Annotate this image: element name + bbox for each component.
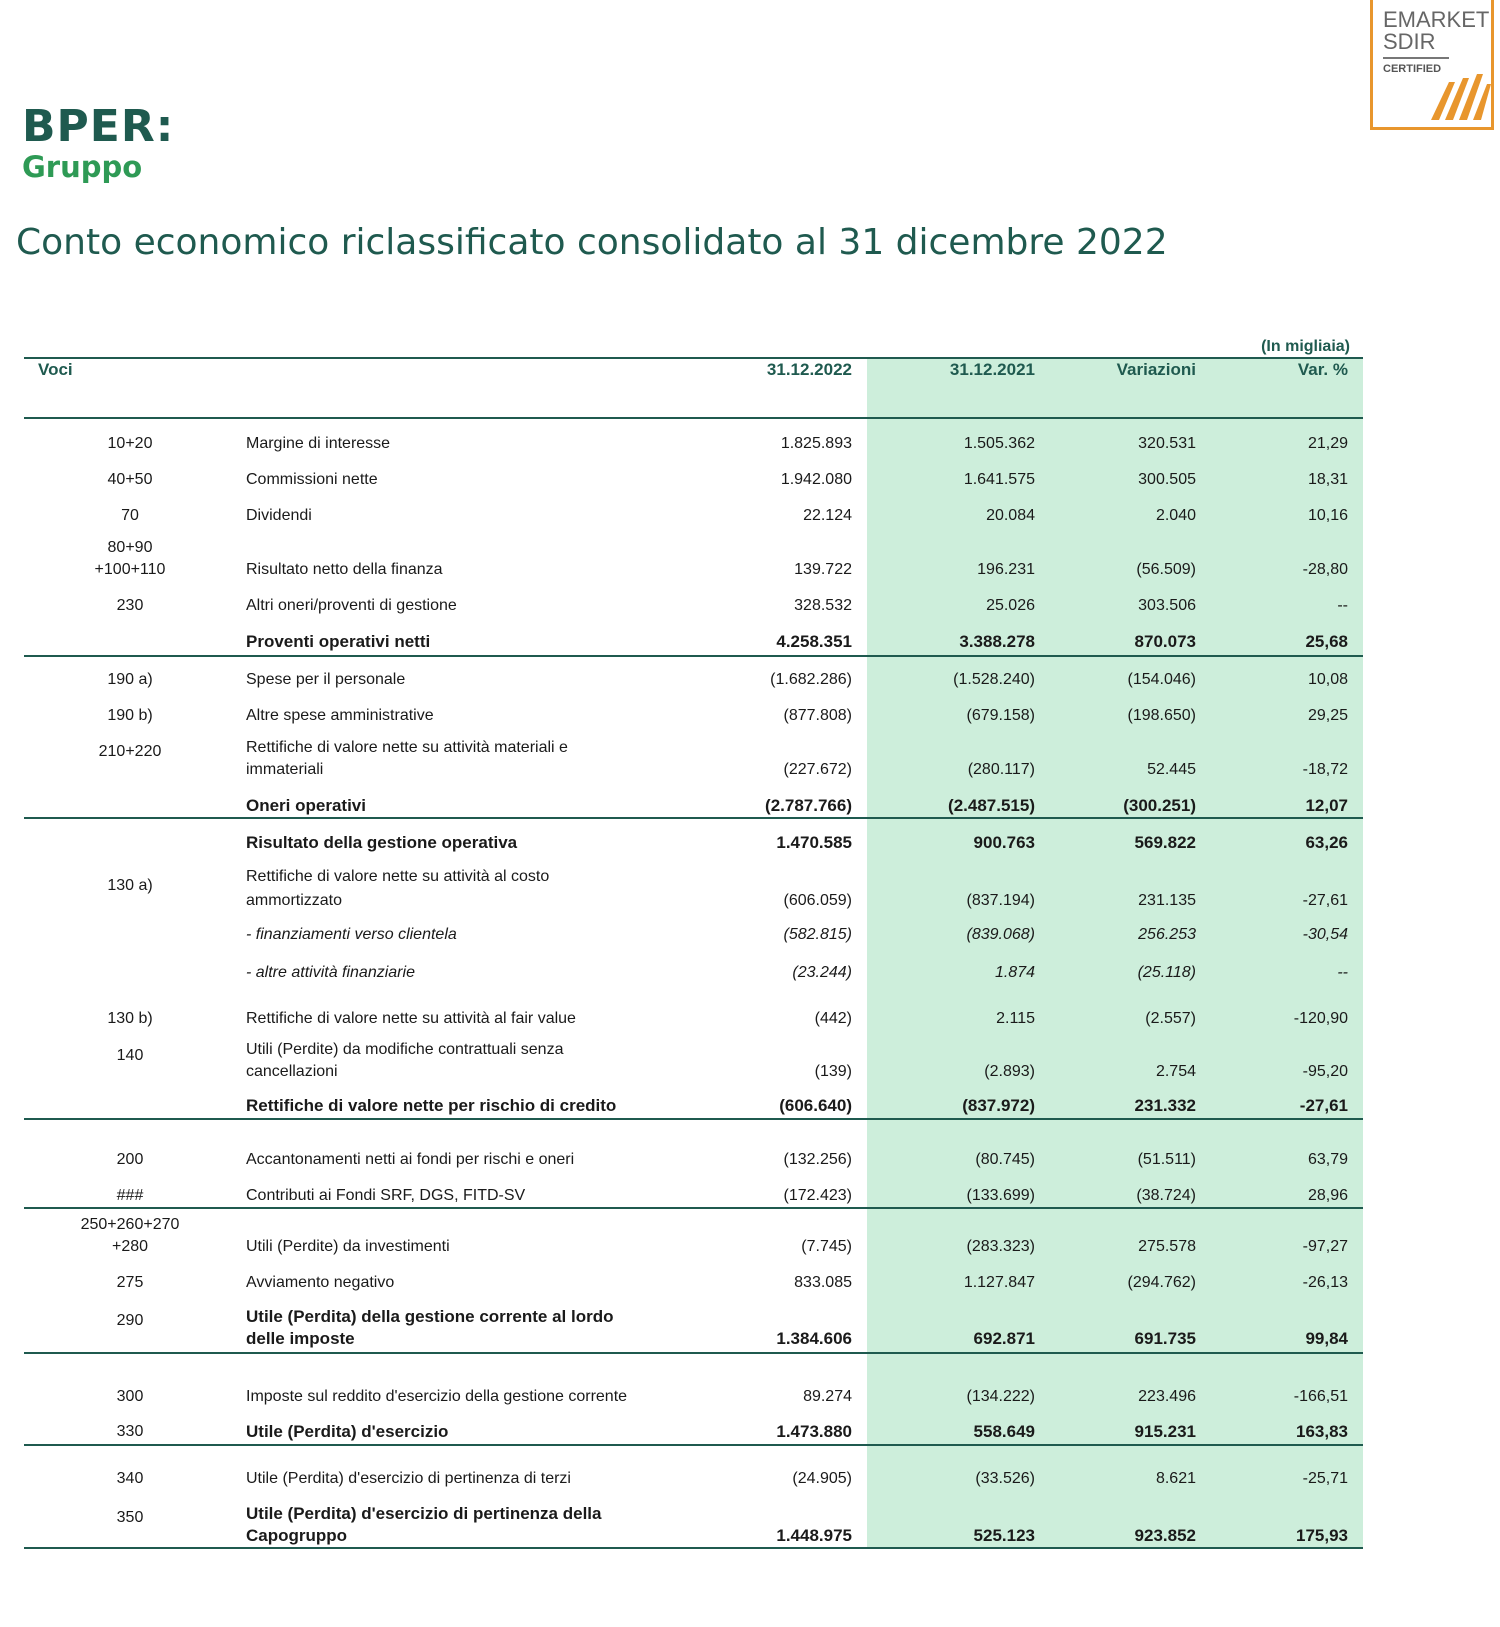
row-value-2022: (227.672) bbox=[783, 761, 852, 778]
row-label: Spese per il personale bbox=[246, 671, 406, 688]
row-value-2022: 22.124 bbox=[803, 507, 852, 524]
row-variation: 569.822 bbox=[1134, 833, 1196, 852]
table-bottom-rule bbox=[24, 1547, 1363, 1549]
row-label: - altre attività finanziarie bbox=[246, 964, 415, 981]
row-code: 130 a) bbox=[107, 877, 153, 894]
row-label: Imposte sul reddito d'esercizio della gestione corrente bbox=[246, 1388, 628, 1405]
row-variation-pct: -- bbox=[1337, 597, 1348, 614]
row-variation-pct: 21,29 bbox=[1307, 435, 1348, 452]
row-variation-pct: -28,80 bbox=[1302, 561, 1348, 578]
section-rule bbox=[24, 817, 1363, 819]
row-value-2022: (7.745) bbox=[801, 1238, 852, 1255]
row-variation-pct: 63,26 bbox=[1305, 833, 1348, 852]
row-value-2022: (606.640) bbox=[779, 1096, 852, 1115]
row-value-2022: (606.059) bbox=[783, 892, 852, 909]
row-value-2022: (442) bbox=[814, 1010, 852, 1027]
section-rule bbox=[24, 1352, 1363, 1354]
row-code: 40+50 bbox=[107, 471, 153, 488]
row-value-2022: (877.808) bbox=[783, 707, 852, 724]
row-label: Risultato netto della finanza bbox=[246, 561, 443, 578]
row-value-2022: 89.274 bbox=[803, 1388, 852, 1405]
row-code: 190 b) bbox=[107, 707, 153, 724]
row-variation-pct: -- bbox=[1337, 964, 1348, 981]
row-label: Rettifiche di valore nette su attività al costo ammortizzato bbox=[246, 868, 550, 909]
row-variation-pct: -120,90 bbox=[1293, 1010, 1348, 1027]
row-value-2021: (837.194) bbox=[966, 892, 1035, 909]
row-value-2021: (134.222) bbox=[966, 1388, 1035, 1405]
row-value-2021: (133.699) bbox=[966, 1187, 1035, 1204]
row-value-2021: (2.893) bbox=[984, 1063, 1035, 1080]
row-variation-pct: -95,20 bbox=[1302, 1063, 1348, 1080]
row-variation: (300.251) bbox=[1123, 796, 1196, 815]
row-value-2021: (280.117) bbox=[967, 761, 1035, 778]
row-code: 230 bbox=[116, 597, 144, 614]
row-variation-pct: -26,13 bbox=[1302, 1274, 1348, 1291]
row-variation-pct: -97,27 bbox=[1302, 1238, 1348, 1255]
row-label: Margine di interesse bbox=[246, 435, 391, 452]
row-variation-pct: 99,84 bbox=[1305, 1329, 1348, 1348]
row-value-2022: 1.384.606 bbox=[776, 1329, 852, 1348]
row-variation: 691.735 bbox=[1134, 1329, 1196, 1348]
row-code: 130 b) bbox=[107, 1010, 153, 1027]
row-value-2022: (23.244) bbox=[792, 964, 852, 981]
row-label: Altri oneri/proventi di gestione bbox=[246, 597, 457, 614]
row-value-2021: (33.526) bbox=[975, 1470, 1035, 1487]
row-value-2021: 1.874 bbox=[994, 964, 1035, 981]
badge-divider bbox=[1383, 57, 1449, 59]
section-rule bbox=[24, 1118, 1363, 1120]
row-label: Accantonamenti netti ai fondi per rischi e oneri bbox=[246, 1151, 575, 1168]
header-col-2021: 31.12.2021 bbox=[949, 360, 1035, 379]
row-code: 350 bbox=[116, 1509, 144, 1526]
row-value-2021: 1.505.362 bbox=[963, 435, 1035, 452]
row-variation: 300.505 bbox=[1138, 471, 1196, 488]
row-value-2022: 1.448.975 bbox=[776, 1526, 852, 1545]
row-label: Rettifiche di valore nette per rischio di credito bbox=[246, 1096, 617, 1115]
badge-line1: EMARKET bbox=[1383, 7, 1490, 32]
row-code: 210+220 bbox=[98, 743, 162, 760]
row-label: - finanziamenti verso clientela bbox=[246, 926, 457, 943]
row-variation: 52.445 bbox=[1147, 761, 1196, 778]
row-variation-pct: 175,93 bbox=[1296, 1526, 1348, 1545]
row-code: 200 bbox=[116, 1151, 144, 1168]
row-variation: 915.231 bbox=[1134, 1422, 1196, 1441]
row-variation: 923.852 bbox=[1134, 1526, 1196, 1545]
row-variation: 256.253 bbox=[1138, 926, 1196, 943]
row-value-2021: 900.763 bbox=[973, 833, 1035, 852]
logo-main-text: BPER: bbox=[22, 101, 175, 152]
row-code: ### bbox=[116, 1187, 144, 1204]
bper-logo bbox=[22, 101, 175, 184]
row-label: Oneri operativi bbox=[246, 796, 366, 815]
row-value-2021: 1.127.847 bbox=[963, 1274, 1035, 1291]
row-label: Avviamento negativo bbox=[246, 1274, 395, 1291]
section-rule bbox=[24, 655, 1363, 657]
row-variation: 231.332 bbox=[1134, 1096, 1196, 1115]
row-label: Utile (Perdita) d'esercizio di pertinenza della Capogruppo bbox=[246, 1504, 602, 1545]
row-variation: 303.506 bbox=[1138, 597, 1196, 614]
row-value-2022: (1.682.286) bbox=[770, 671, 852, 688]
row-label: Dividendi bbox=[246, 507, 312, 524]
row-value-2021: 196.231 bbox=[977, 561, 1035, 578]
row-variation-pct: 12,07 bbox=[1305, 796, 1348, 815]
row-value-2021: (80.745) bbox=[975, 1151, 1035, 1168]
header-col-varpct: Var. % bbox=[1297, 360, 1348, 379]
row-value-2021: (2.487.515) bbox=[948, 796, 1035, 815]
row-variation: 2.040 bbox=[1155, 507, 1196, 524]
page-title: Conto economico riclassificato consolidato al 31 dicembre 2022 bbox=[16, 222, 1168, 263]
badge-stripes-icon bbox=[1425, 70, 1491, 122]
row-value-2021: 20.084 bbox=[986, 507, 1035, 524]
row-variation-pct: 25,68 bbox=[1305, 632, 1348, 651]
row-variation: (294.762) bbox=[1127, 1274, 1196, 1291]
row-variation: (154.046) bbox=[1127, 671, 1196, 688]
row-label: Rettifiche di valore nette su attività al fair value bbox=[246, 1010, 576, 1027]
row-label: Commissioni nette bbox=[246, 471, 378, 488]
row-variation: 223.496 bbox=[1138, 1388, 1196, 1405]
row-variation: (198.650) bbox=[1127, 707, 1196, 724]
row-variation-pct: -25,71 bbox=[1302, 1470, 1348, 1487]
row-value-2022: (139) bbox=[814, 1063, 852, 1080]
row-value-2021: (1.528.240) bbox=[953, 671, 1035, 688]
row-variation: (56.509) bbox=[1136, 561, 1196, 578]
row-code: 300 bbox=[116, 1388, 144, 1405]
row-value-2021: 1.641.575 bbox=[963, 471, 1035, 488]
row-label: Rettifiche di valore nette su attività materiali e immateriali bbox=[246, 739, 568, 778]
row-variation: 231.135 bbox=[1138, 892, 1196, 909]
row-label: Risultato della gestione operativa bbox=[246, 833, 518, 852]
row-variation-pct: 10,16 bbox=[1307, 507, 1348, 524]
row-variation-pct: -27,61 bbox=[1302, 892, 1348, 909]
row-label: Altre spese amministrative bbox=[246, 707, 434, 724]
row-variation-pct: -27,61 bbox=[1299, 1096, 1348, 1115]
row-value-2022: 328.532 bbox=[794, 597, 852, 614]
row-value-2022: 4.258.351 bbox=[776, 632, 852, 651]
row-variation-pct: 63,79 bbox=[1307, 1151, 1348, 1168]
row-label: Utili (Perdite) da investimenti bbox=[246, 1238, 450, 1255]
row-value-2022: 1.470.585 bbox=[776, 833, 852, 852]
row-variation-pct: -18,72 bbox=[1302, 761, 1348, 778]
badge-line3: CERTIFIED bbox=[1383, 63, 1442, 75]
row-variation: (38.724) bbox=[1136, 1187, 1196, 1204]
row-value-2022: (132.256) bbox=[783, 1151, 852, 1168]
row-label: Proventi operativi netti bbox=[246, 632, 431, 651]
row-value-2021: (837.972) bbox=[962, 1096, 1035, 1115]
row-variation-pct: 29,25 bbox=[1307, 707, 1348, 724]
row-code: 140 bbox=[116, 1047, 144, 1064]
row-value-2022: 1.473.880 bbox=[776, 1422, 852, 1441]
row-code: 190 a) bbox=[107, 671, 153, 688]
row-variation: 8.621 bbox=[1155, 1470, 1196, 1487]
row-code: 290 bbox=[116, 1312, 144, 1329]
row-value-2021: 692.871 bbox=[973, 1329, 1035, 1348]
section-rule bbox=[24, 1444, 1363, 1446]
row-variation: (2.557) bbox=[1145, 1010, 1196, 1027]
row-value-2022: 833.085 bbox=[794, 1274, 852, 1291]
badge-line2: SDIR bbox=[1383, 29, 1436, 54]
row-variation-pct: 163,83 bbox=[1296, 1422, 1348, 1441]
header-bottom-rule bbox=[24, 417, 1363, 419]
row-variation: 275.578 bbox=[1138, 1238, 1196, 1255]
row-value-2021: 2.115 bbox=[996, 1010, 1035, 1027]
units-note: (In migliaia) bbox=[1261, 338, 1350, 355]
row-variation: (51.511) bbox=[1137, 1151, 1196, 1168]
row-value-2022: 139.722 bbox=[794, 561, 852, 578]
row-code: 340 bbox=[116, 1470, 144, 1487]
row-code: 275 bbox=[116, 1274, 144, 1291]
row-value-2021: (283.323) bbox=[966, 1238, 1035, 1255]
row-code: 70 bbox=[121, 507, 139, 524]
row-variation: (25.118) bbox=[1137, 964, 1196, 981]
row-value-2021: 3.388.278 bbox=[959, 632, 1035, 651]
row-value-2022: 1.825.893 bbox=[780, 435, 852, 452]
row-variation-pct: -30,54 bbox=[1302, 926, 1348, 943]
row-value-2021: (839.068) bbox=[966, 926, 1035, 943]
row-label: Utile (Perdita) d'esercizio bbox=[246, 1422, 449, 1441]
row-value-2021: 525.123 bbox=[973, 1526, 1035, 1545]
header-col-2022: 31.12.2022 bbox=[766, 360, 852, 379]
row-variation: 320.531 bbox=[1138, 435, 1196, 452]
header-top-rule bbox=[24, 357, 1363, 359]
row-code: 10+20 bbox=[107, 435, 153, 452]
row-value-2021: 558.649 bbox=[973, 1422, 1035, 1441]
row-variation-pct: 10,08 bbox=[1307, 671, 1348, 688]
row-value-2022: (2.787.766) bbox=[765, 796, 852, 815]
row-value-2022: (582.815) bbox=[783, 926, 852, 943]
row-label: Utile (Perdita) della gestione corrente al lordo delle imposte bbox=[246, 1307, 614, 1348]
logo-sub-text: Gruppo bbox=[22, 150, 143, 184]
row-variation: 2.754 bbox=[1155, 1063, 1196, 1080]
row-label: Contributi ai Fondi SRF, DGS, FITD-SV bbox=[246, 1187, 526, 1204]
column-highlight-band bbox=[867, 359, 1363, 1548]
row-variation-pct: -166,51 bbox=[1293, 1388, 1348, 1405]
section-rule bbox=[24, 1207, 1363, 1209]
row-label: Utile (Perdita) d'esercizio di pertinenza di terzi bbox=[246, 1470, 571, 1487]
row-value-2021: 25.026 bbox=[986, 597, 1035, 614]
emarket-sdir-badge bbox=[1370, 0, 1494, 130]
row-variation-pct: 18,31 bbox=[1307, 471, 1348, 488]
row-variation-pct: 28,96 bbox=[1307, 1187, 1348, 1204]
header-col-variazioni: Variazioni bbox=[1116, 360, 1196, 379]
row-value-2021: (679.158) bbox=[966, 707, 1035, 724]
row-label: Utili (Perdite) da modifiche contrattuali senza cancellazioni bbox=[246, 1041, 564, 1080]
row-variation: 870.073 bbox=[1134, 632, 1196, 651]
row-value-2022: (172.423) bbox=[783, 1187, 852, 1204]
row-code: 330 bbox=[116, 1423, 144, 1440]
header-voci: Voci bbox=[38, 360, 73, 379]
row-value-2022: (24.905) bbox=[792, 1470, 852, 1487]
row-value-2022: 1.942.080 bbox=[780, 471, 852, 488]
row-code: 250+260+270 +280 bbox=[80, 1216, 180, 1255]
row-code: 80+90 +100+110 bbox=[94, 539, 166, 578]
